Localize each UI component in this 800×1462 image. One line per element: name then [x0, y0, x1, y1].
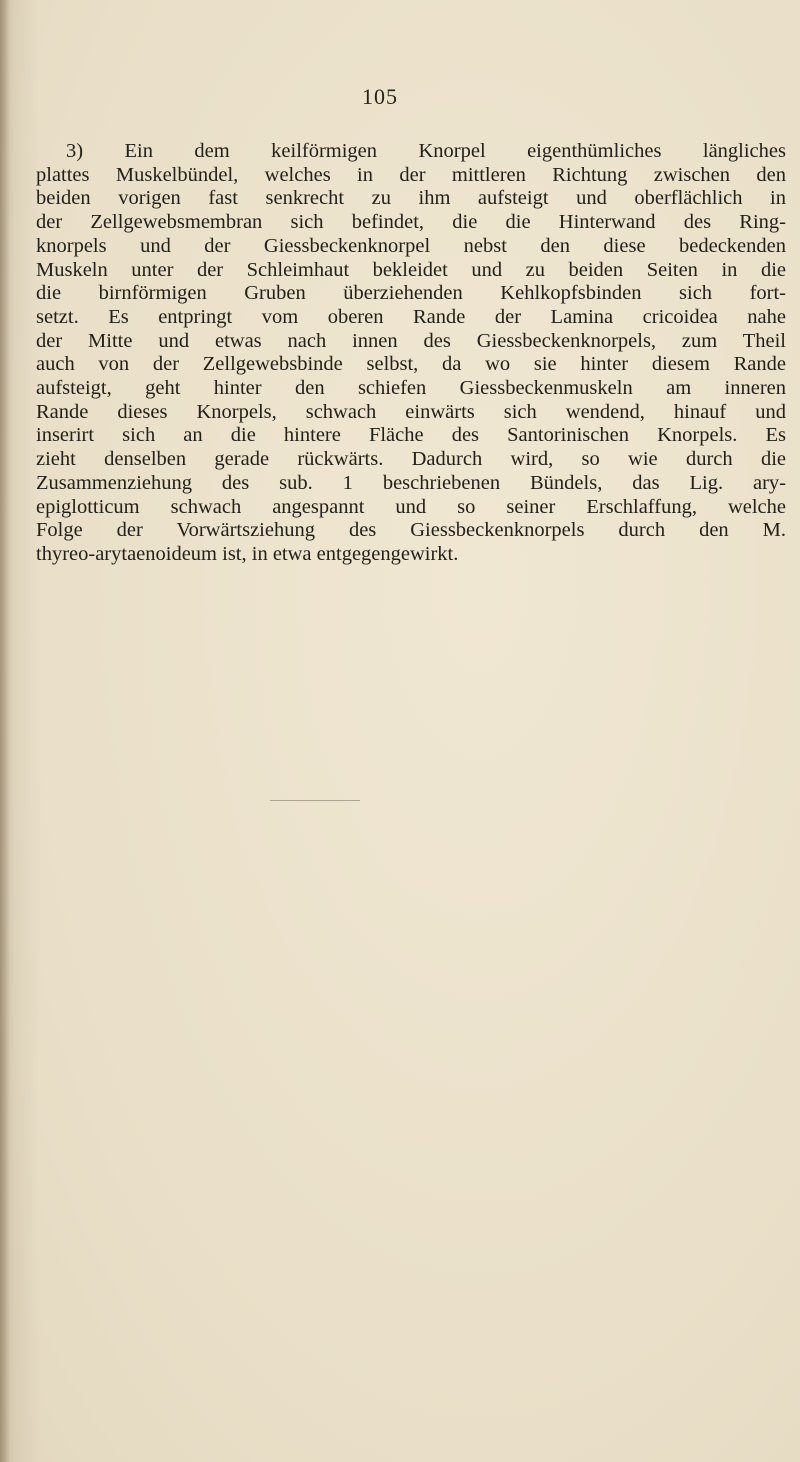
text-line: inserirt sich an die hintere Fläche des Santorinischen Knorpels. Es [36, 424, 786, 447]
text-line: aufsteigt, geht hinter den schiefen Giessbeckenmuskeln am inneren [36, 377, 786, 400]
text-line: setzt. Es entpringt vom oberen Rande der Lamina cricoidea nahe [36, 305, 786, 328]
text-line: 3) Ein dem keilförmigen Knorpel eigenthümliches längliches [66, 140, 786, 162]
text-line: die birnförmigen Gruben überziehenden Kehlkopfsbinden sich fort- [36, 282, 786, 305]
faint-rule-mark [270, 800, 360, 807]
text-line: der Mitte und etwas nach innen des Giessbeckenknorpels, zum Theil [36, 329, 786, 352]
text-line: knorpels und der Giessbeckenknorpel nebst den diese bedeckenden [36, 234, 786, 257]
text-line: zieht denselben gerade rückwärts. Dadurch wird, so wie durch die [36, 448, 786, 471]
text-line: Zusammenziehung des sub. 1 beschriebenen Bündels, das Lig. ary- [36, 471, 786, 494]
text-line: Muskeln unter der Schleimhaut bekleidet und zu beiden Seiten in die [36, 258, 786, 281]
text-line: beiden vorigen fast senkrecht zu ihm aufsteigt und oberflächlich in [36, 187, 786, 210]
text-line: Folge der Vorwärtsziehung des Giessbeckenknorpels durch den M. [36, 519, 786, 542]
text-line: der Zellgewebsmembran sich befindet, die die Hinterwand des Ring- [36, 211, 786, 234]
text-line: auch von der Zellgewebsbinde selbst, da wo sie hinter diesem Rande [36, 353, 786, 376]
text-line: epiglotticum schwach angespannt und so seiner Erschlaffung, welche [36, 495, 786, 518]
text-line: Rande dieses Knorpels, schwach einwärts sich wendend, hinauf und [36, 400, 786, 423]
page-number: 105 [362, 84, 398, 109]
body-paragraph [36, 140, 786, 567]
text-line: thyreo-arytaenoideum ist, in etwa entgegengewirkt. [36, 542, 459, 565]
text-line: plattes Muskelbündel, welches in der mittleren Richtung zwischen den [36, 163, 786, 186]
page-binding-shadow [0, 0, 10, 1462]
